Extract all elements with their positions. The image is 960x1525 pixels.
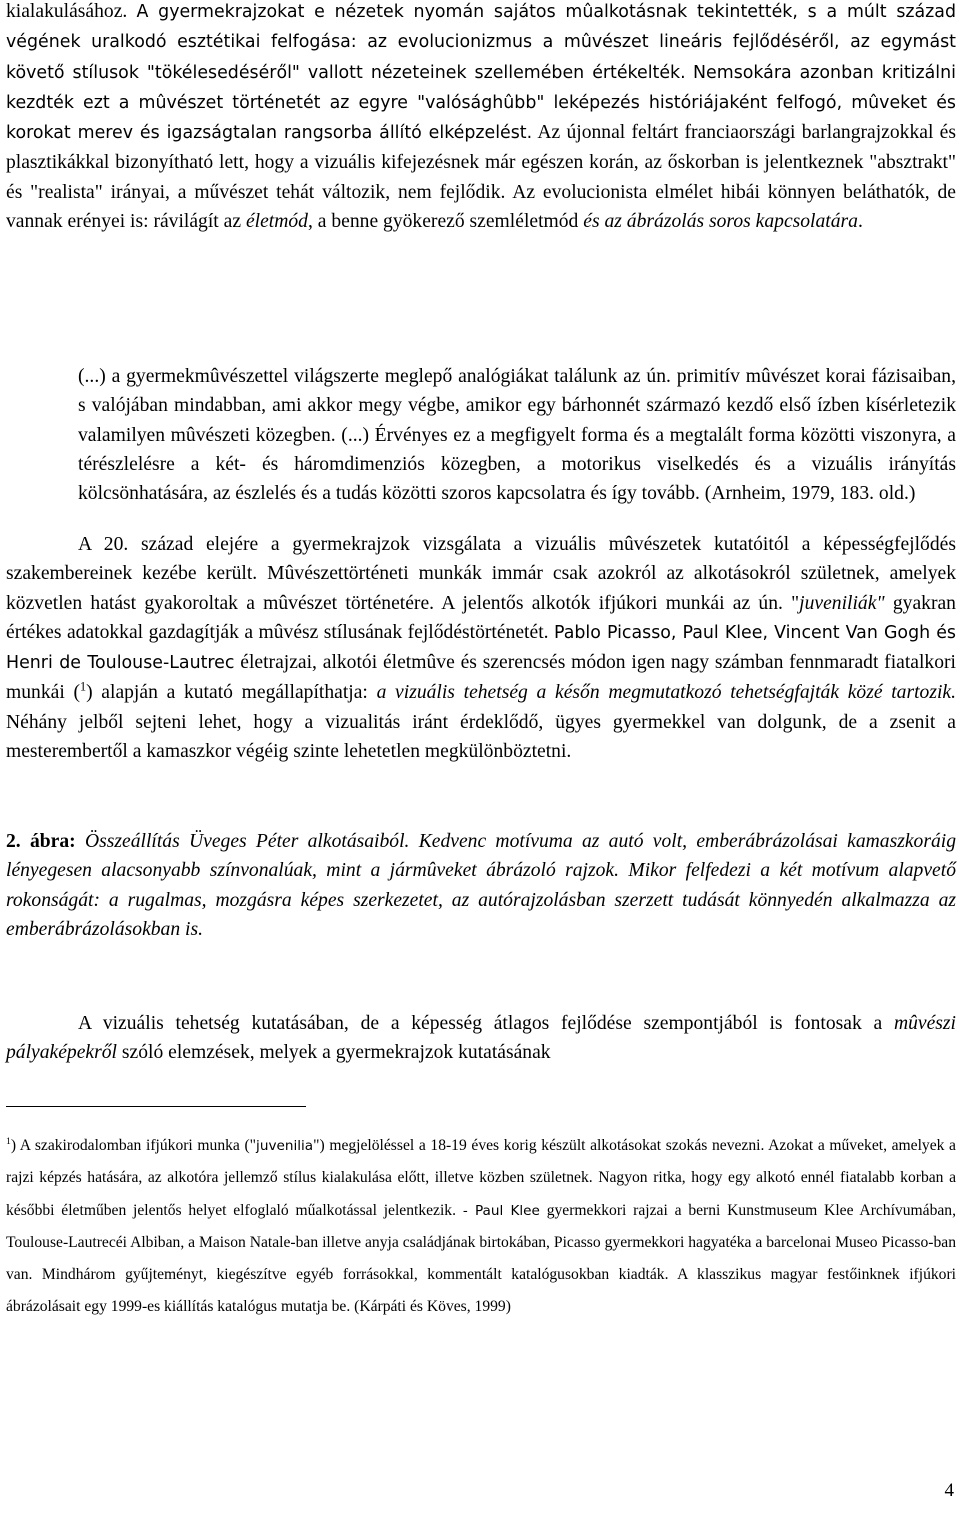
footnote-text-3: gyermekkori rajzai a berni Kunstmuseum Klee Archívumában, Toulouse-Lautrecéi Albiban, a Maison Natale-ban illetve anyja családjának birtokában, Picasso gyermekkori hagyatéka a barcelonai Museo Picasso-ban van. Mindhárom gyűjteményt, kiegészítve egyéb forrásokkal, kommentált katalógusokban kiadták. A klasszikus magyar festőinknek ifjúkori ábrázolásait egy 1999-es kiállítás katalógus mutatja be. (Kárpáti és Köves, 1999)	[6, 1201, 956, 1316]
page-number: 4	[944, 1480, 954, 1501]
paragraph-3-lead: A vizuális tehetség kutatásában, de a képesség átlagos fejlődése szempontjából is fontosak a	[78, 1013, 883, 1034]
paragraph-2-biographies: életrajzai, alkotói életmûve és szerencsés módon igen nagy számban fennmaradt fiatalkori munkái (	[6, 652, 956, 704]
paragraph-2-emphasis-talent: a vizuális tehetség a későn megmutatkozó tehetségfajták közé tartozik.	[376, 682, 956, 704]
footnote-text-2: ") megjelöléssel a 18-19 éves korig készült alkotásokat szokás nevezni. Azokat a műveket, amelyek a rajzi képzés hatására, az alkotóra jellemző stílus kialakulása előtt, illetve közben születnek. Nagyon ritka, hogy egy alkotó ennél fiatalabb korban a későbbi életműben jelentős helyet elfoglaló műalkotással jelentkezik.	[6, 1137, 956, 1219]
paragraph-1	[6, 0, 956, 236]
paragraph-2-closing: Néhány jelből sejteni lehet, hogy a vizualitás iránt érdeklődő, ügyes gyermekkel van dolgunk, de a zsenit a mesterembertől a kamaszkor végéig szinte lehetetlen megkülönböztetni.	[6, 711, 956, 763]
figure-caption-text: Összeállítás Üveges Péter alkotásaiból. Kedvenc motívuma az autó volt, emberábrázolásai kamaszkoráig lényegesen alacsonyabb színvonalúak, mint a jármûveket ábrázoló rajzok. Mikor felfedezi a két motívum alapvető rokonságát: a rugalmas, mozgásra képes szerkezetet, az autórajzolásban szerzett tudását könnyedén alkalmazza az emberábrázolásokban is.	[6, 831, 956, 940]
paragraph-2-emphasis-juvenilia: juveniliák"	[799, 592, 885, 614]
paragraph-2	[6, 530, 956, 766]
paragraph-1-end: .	[857, 211, 863, 233]
block-quote	[78, 362, 956, 508]
paragraph-2-artists: Pablo Picasso, Paul Klee, Vincent Van Gogh és Henri de Toulouse-Lautrec	[6, 622, 956, 674]
paragraph-1-emphasis-depiction: és az ábrázolás soros kapcsolatára	[583, 211, 858, 233]
footnote-text-1: ) A szakirodalomban ifjúkori munka ("	[10, 1137, 257, 1154]
footnote-juvenilia: juvenilia	[256, 1138, 314, 1154]
paragraph-2-lead: A 20.	[78, 534, 129, 555]
paragraph-2-conclusion-lead: ) alapján a kutató megállapíthatja:	[86, 682, 368, 704]
paragraph-3	[6, 1009, 956, 1068]
paragraph-2-body: század elejére a gyermekrajzok vizsgálata a vizuális mûvészetek kutatóitól a képességfejlődés szakembereinek kezébe került. Mûvészettörténeti munkák immár csak azokról az alkotásokról születnek, amelyek közvetlen hatást gyakoroltak a mûvészet történetére. A jelentős alkotók ifjúkori munkái az ún. "	[6, 534, 956, 614]
figure-caption	[6, 827, 956, 944]
paragraph-1-middle: , a benne gyökerező szemléletmód	[307, 211, 579, 233]
paragraph-3-emphasis-career: mûvészi pályaképekről	[6, 1013, 956, 1064]
quote-opening: (...) a gyermekmûvészettel világszerte meglepő analógiákat találunk az ún.	[78, 366, 671, 387]
footnote-reference[interactable]: 1	[80, 679, 87, 694]
paragraph-2-development: gyakran értékes adatokkal gazdagítják a mûvész stílusának fejlődéstörténetét.	[6, 592, 956, 643]
paragraph-1-lead: kialakulásához.	[6, 1, 128, 22]
paragraph-1-evolutionism: A gyermekrajzokat e nézetek nyomán sajátos mûalkotásnak tekintették, s a múlt század végének uralkodó esztétikai felfogása: az evolucionizmus a mûvészet lineáris fejlődéséről, az egymást követő stílusok "tökélesedéséről" vallott nézeteinek szellemében értékelték.	[6, 2, 957, 83]
footnote-klee: - Paul Klee	[462, 1202, 540, 1219]
footnote-marker: 1	[6, 1135, 11, 1147]
paragraph-1-criticism: Nemsokára azonban kritizálni kezdték ezt a mûvészet történetét az egyre "valósághûbb" leképezés históriájaként felfogó, mûveket és korokat merev és igazságtalan rangsorba állító elképzelést.	[6, 62, 956, 144]
paragraph-1-emphasis-lifestyle: életmód	[245, 211, 308, 233]
footnote-separator	[6, 1106, 306, 1107]
paragraph-1-cave-art: Az újonnal feltárt franciaországi barlangrajzokkal és plasztikákkal bizonyítható lett, hogy a vizuális kifejezésnek már egészen korán, az őskorban is jelentkeznek "absztrakt" és "realista" irányai, a művészet tehát változik, nem fejlődik. Az evolucionista elmélet hibái könnyen beláthatók, de vannak erényei is: rávilágít az	[6, 122, 956, 233]
footnote-1	[6, 1130, 956, 1324]
paragraph-3-end: szóló elemzések, melyek a gyermekrajzok kutatásának	[121, 1042, 551, 1064]
quote-body: primitív mûvészet korai fázisaiban, s valójában mindabban, ami akkor megy végbe, amikor egy bárhonnét származó kezdő első ízben kísérletezik valamilyen mûvészeti közegben. (...) Érvényes ez a megfigyelt forma és a megtalált forma közötti viszonyra, a térészlelésre a két- és háromdimenziós közegben, a motorikus viselkedés és a vizuális irányítás kölcsönhatására, az észlelés és a tudás közötti szoros kapcsolatra és így tovább. (Arnheim, 1979, 183. old.)	[78, 366, 956, 505]
figure-caption-label: 2. ábra:	[6, 831, 76, 852]
